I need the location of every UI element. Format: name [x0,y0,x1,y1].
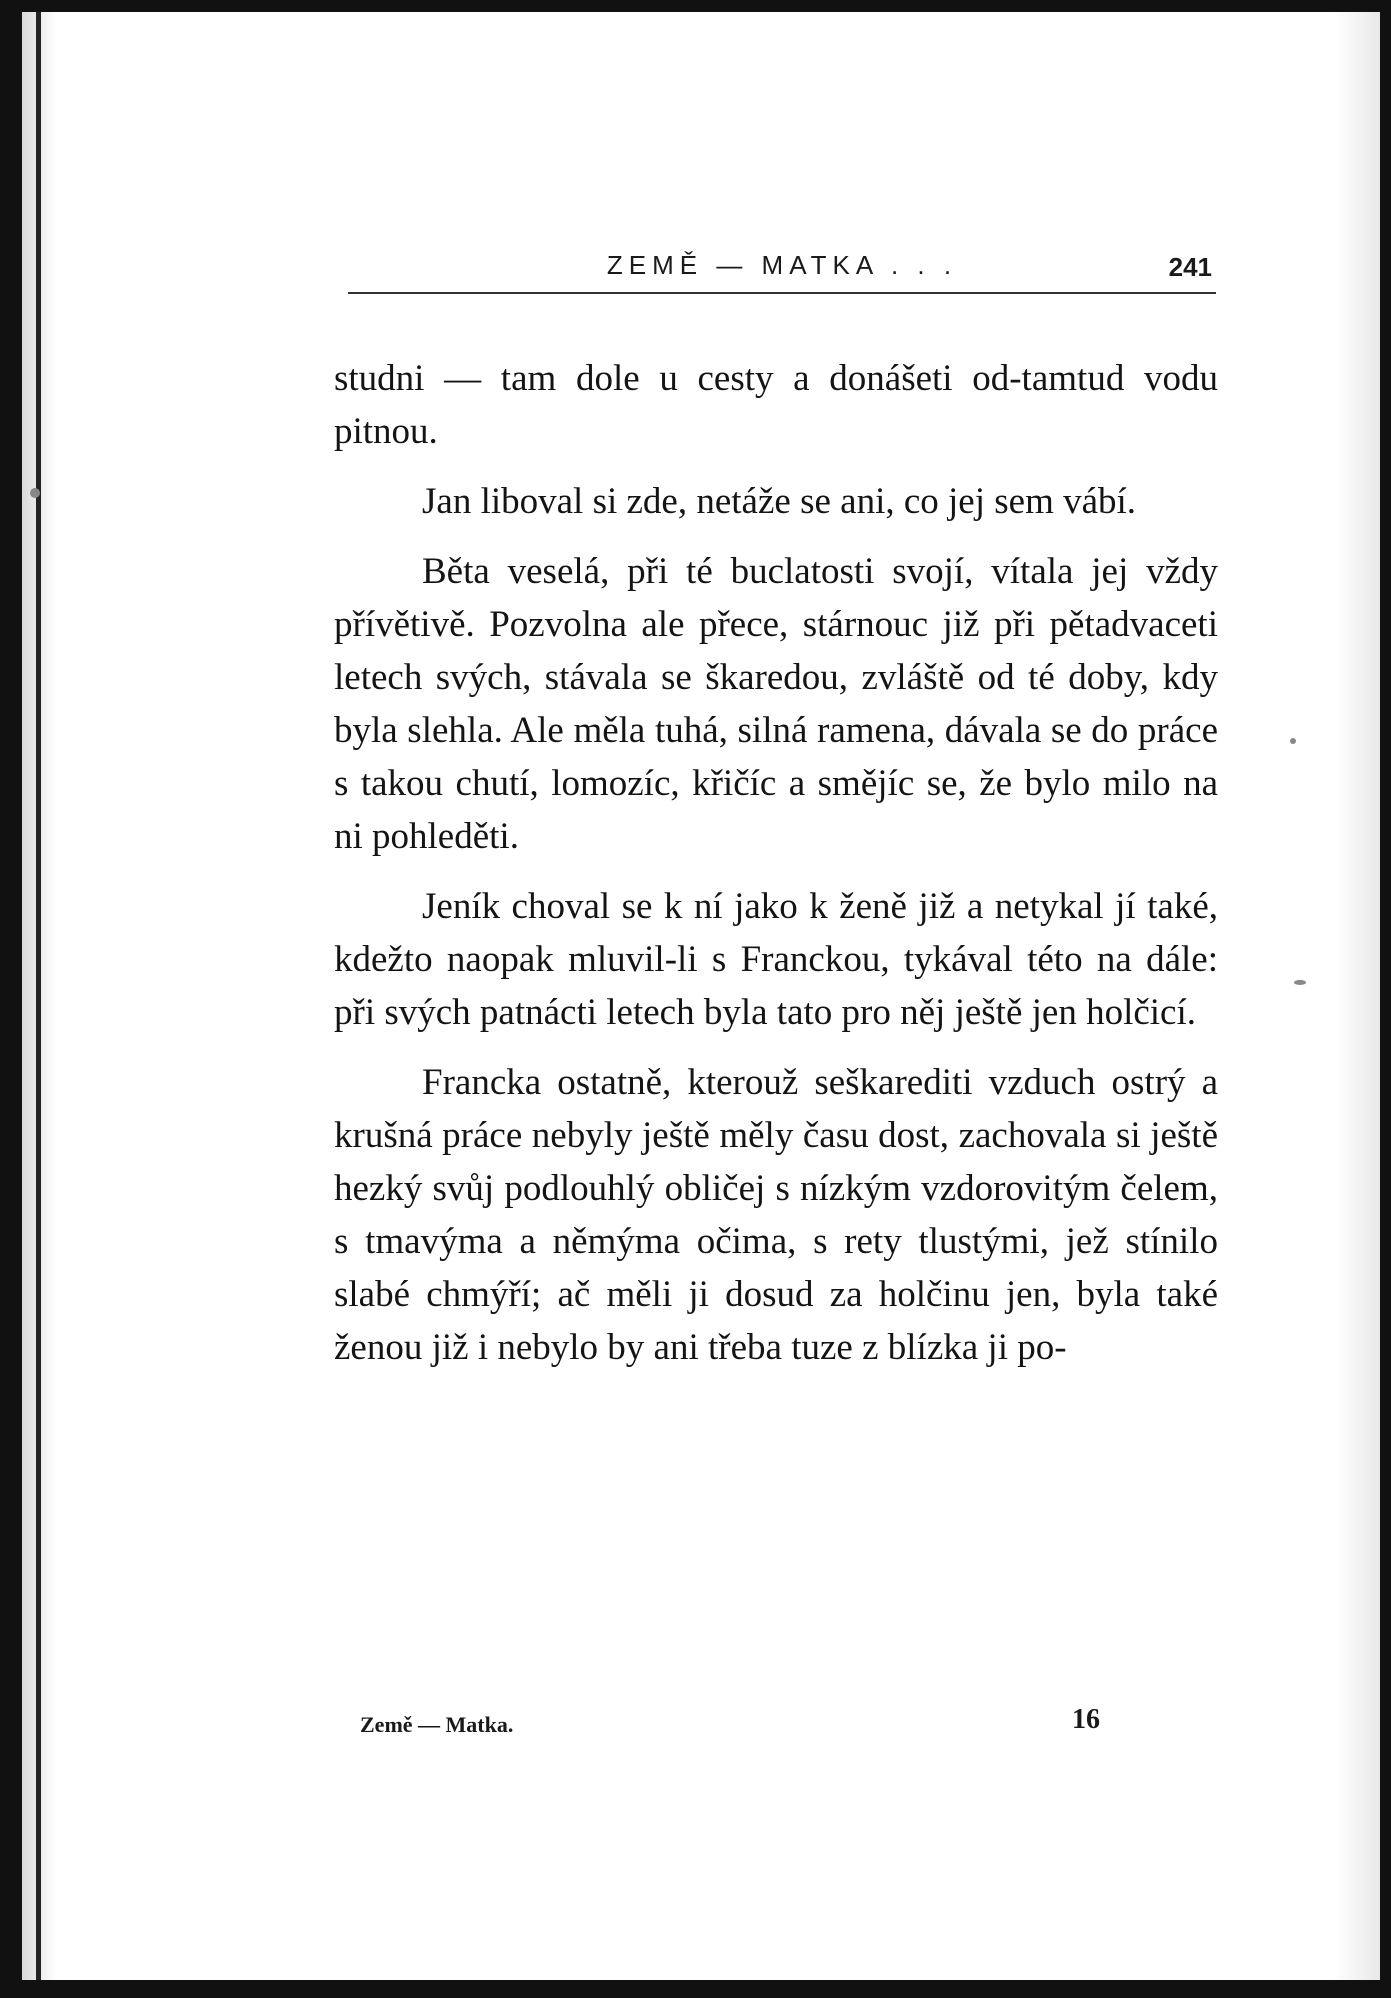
sheet-number: 16 [1072,1704,1100,1735]
page-spine-edge [36,12,41,1980]
signature-mark: Země — Matka. [360,1712,514,1737]
ink-speck [30,488,40,498]
body-text [334,352,1218,1391]
book-page [22,12,1380,1980]
paragraph: Jeník choval se k ní jako k ženě již a netykal jí také, kdežto naopak mluvil-li s Franckou, tykával této na dále: při svých patnácti letech byla tato pro něj ještě jen holčicí. [334,886,1218,1033]
ink-speck [1290,738,1296,744]
ink-speck [1294,980,1306,985]
paragraph: Jan liboval si zde, netáže se ani, co jej sem vábí. [422,481,1137,522]
paragraph: Francka ostatně, kterouž seškarediti vzduch ostrý a krušná práce nebyly ještě měly času dost, zachovala si ještě hezký svůj podlouhlý obličej s nízkým vzdorovitým čelem, s tmavýma a němýma očima, s rety tlustými, jež stínilo slabé chmýří; ač měli ji dosud za holčinu jen, byla také ženou již i nebylo by ani třeba tuze z blízka ji po- [334,1062,1218,1368]
running-head-title: ZEMĚ — MATKA . . . [606,250,958,280]
page-number: 241 [1168,252,1212,282]
running-head [348,250,1216,294]
paragraph: studni — tam dole u cesty a donášeti od-tamtud vodu pitnou. [334,358,1218,452]
paragraph: Běta veselá, při té buclatosti svojí, vítala jej vždy přívětivě. Pozvolna ale přece, stárnouc již při pětadvaceti letech svých, stávala se škaredou, zvláště od té doby, kdy byla slehla. Ale měla tuhá, silná ramena, dávala se do práce s takou chutí, lomozíc, křičíc a smějíc se, že bylo milo na ni pohleděti. [334,551,1218,857]
